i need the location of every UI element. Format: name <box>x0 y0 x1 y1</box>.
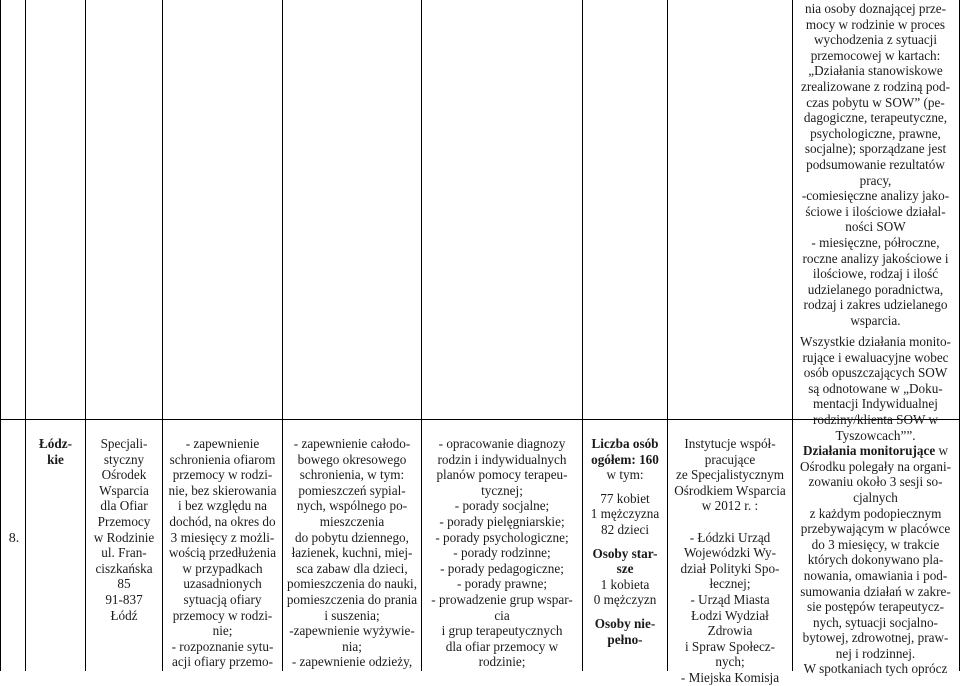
text-line: acji ofiary przemo- <box>171 654 274 670</box>
text-line: kie <box>47 451 64 467</box>
monitoring-cell <box>793 334 958 677</box>
text-line: pracujące <box>704 451 756 467</box>
text-line: Ośrodek <box>101 467 147 483</box>
row-number: 8. <box>8 531 20 546</box>
text-line: W spotkaniach tych oprócz <box>803 661 948 677</box>
text-line: sytuacją ofiary <box>183 591 262 607</box>
text-line: 77 kobiet <box>600 490 650 506</box>
text-line: przebywającym w placówce <box>800 521 951 537</box>
text-line: łecznej; <box>709 576 751 592</box>
text-line: Osoby nie- <box>594 615 656 631</box>
text-line: pomieszczeń sypial- <box>298 482 406 498</box>
text-line: rujące i ewaluacyjne wobec <box>802 349 949 365</box>
monitoring-heading <box>793 443 958 459</box>
text-line: pełno- <box>607 631 643 647</box>
text-line: do pobytu dziennego, <box>295 529 409 545</box>
text-line: Łódz- <box>39 436 72 451</box>
text-line: ogółem: 160 <box>591 451 659 467</box>
text-line: dochód, na okres do <box>169 513 276 529</box>
text-line: bowego okresowego <box>297 451 407 467</box>
text-line: Wszystkie działania monito- <box>800 334 951 349</box>
text-line: nia; <box>342 638 362 654</box>
text-line: nych, sytuacji socjalno- <box>813 614 938 630</box>
text-line: - porady psychologiczne; <box>435 529 569 545</box>
text-line: - porady prawne; <box>456 576 548 592</box>
text-line: sumowania działań w zakre- <box>800 583 951 599</box>
text-line: rodziny/klienta SOW w <box>812 411 939 427</box>
services-cell <box>422 436 582 670</box>
text-line: dla Ofiar <box>100 498 148 514</box>
text-line: rodzin i indywidualnych <box>437 451 567 467</box>
text-line: Ośrodku polegały na organi- <box>799 458 951 474</box>
text-line: są odnotowane w „Doku- <box>808 380 943 396</box>
text-line: Tyszowcach””. <box>835 427 916 443</box>
text-line: rodzinie; <box>478 654 526 670</box>
text-line: i Spraw Społecz- <box>684 638 776 654</box>
text-line: pomieszczenia do nauki, <box>287 576 417 592</box>
text-line: Zdrowia <box>707 623 753 639</box>
text-line: - rozpoznanie sytu- <box>171 638 274 654</box>
text-line: osób opuszczających SOW <box>803 365 948 381</box>
text-line: i suszenia; <box>324 607 380 623</box>
text-line: cia <box>494 607 510 623</box>
text-line: ze Specjalistycznym <box>675 467 785 483</box>
text-line: i bez względu na <box>178 498 267 514</box>
text-line: - Łódzki Urząd <box>689 529 771 545</box>
text-line: - zapewnienie <box>185 436 260 451</box>
text-line: wychodzenia z sytuacji <box>813 32 938 48</box>
text-line: Liczba osób <box>591 436 659 451</box>
text-line: w Rodzinie <box>93 529 155 545</box>
text-line: wością przedłużenia <box>168 545 277 561</box>
text-line <box>668 514 792 530</box>
text-line: w 2012 r. : <box>701 498 759 514</box>
text-line: 91-837 <box>105 591 143 607</box>
text-line: - porady socjalne; <box>454 498 550 514</box>
text-line: 1 kobieta <box>600 576 650 592</box>
text-line: ciszkańska <box>95 560 153 576</box>
text-line: Wojewódzki Wy- <box>683 545 777 561</box>
text-line: przemocy w rodzi- <box>172 467 273 483</box>
text-line: uzasadnionych <box>183 576 262 592</box>
text-line: zrealizowane z rodziną pod- <box>800 78 950 94</box>
text-line: dział Polityki Spo- <box>680 560 780 576</box>
text-line: - opracowanie diagnozy <box>438 436 566 451</box>
prev-row-monitoring-text <box>793 1 958 328</box>
spacer <box>583 538 667 546</box>
text-line: Ośrodkiem Wsparcia <box>674 482 786 498</box>
text-line: w przypadkach <box>182 560 263 576</box>
text-line: sca zabaw dla dzieci, <box>296 560 408 576</box>
text-line: i grup terapeutycznych <box>441 623 563 639</box>
text-line: - miesięczne, półroczne, <box>811 234 940 250</box>
text-line: -zapewnienie wyżywie- <box>289 623 415 639</box>
text-line: Przemocy <box>97 513 151 529</box>
text-line: mocy w rodzinie w proces <box>805 16 946 32</box>
text-line: socjalne); sporządzane jest <box>804 141 947 157</box>
spacer <box>583 483 667 491</box>
text-line: ilościowe, rodzaj i ilość <box>812 266 939 282</box>
text-line: planów pomocy terapeu- <box>436 467 568 483</box>
text-line: nia osoby doznającej prze- <box>805 1 946 16</box>
text-line: - porady pielęgniarskie; <box>439 513 565 529</box>
text-line: Łodzi Wydział <box>691 607 769 623</box>
text-line: Specjali- <box>100 436 148 451</box>
text-line: - porady rodzinne; <box>453 545 551 561</box>
text-line: schronienia, w tym: <box>299 467 405 483</box>
text-line: pracy, <box>859 172 892 188</box>
text-line: - prowadzenie grup wspar- <box>431 591 573 607</box>
text-line: schronienia ofiarom <box>169 451 276 467</box>
text-line: - Urząd Miasta <box>690 591 770 607</box>
text-line: nie, bez skierowania <box>168 482 277 498</box>
spacer <box>583 608 667 616</box>
text-line: których dokonywano pla- <box>807 552 944 568</box>
text-line: styczny <box>103 451 145 467</box>
text-line: tycznej; <box>481 482 523 498</box>
text-line: 85 <box>117 576 131 592</box>
text-line: - zapewnienie całodo- <box>293 436 411 451</box>
text-line: mieszczenia <box>319 513 385 529</box>
text-line: czas pobytu w SOW” (pe- <box>806 94 945 110</box>
monitoring-rest: w <box>935 443 949 459</box>
text-line: nowania, omawiania i pod- <box>803 567 948 583</box>
text-line: mentacji Indywidualnej <box>813 396 938 412</box>
text-line: 0 mężczyzn <box>593 592 657 608</box>
shelter-cell <box>283 436 421 670</box>
text-line: Wsparcia <box>99 482 149 498</box>
text-line: wsparcia. <box>850 312 901 328</box>
text-line: z każdym podopiecznym <box>809 505 942 521</box>
text-line: łazienek, kuchni, miej- <box>291 545 413 561</box>
text-line: pomieszczenia do prania <box>286 591 418 607</box>
text-line: dagogiczne, terapeutyczne, <box>803 110 948 126</box>
text-line: - porady pedagogiczne; <box>440 560 564 576</box>
text-line: udzielanego poradnictwa, <box>807 281 944 297</box>
text-line: do 3 miesięcy, w trakcie <box>811 536 940 552</box>
text-line: 3 miesięcy z możli- <box>170 529 275 545</box>
voivodeship-cell <box>26 436 85 467</box>
partners-cell <box>668 436 792 686</box>
text-line: zowaniu około 3 sesji so- <box>808 474 943 490</box>
text-line: „Działania stanowiskowe <box>808 63 943 79</box>
text-line: podsumowanie rezultatów <box>806 156 945 172</box>
text-line: nie; <box>212 623 233 639</box>
text-line: nej i rodzinnej. <box>835 645 916 661</box>
text-line: roczne analizy jakościowe i <box>802 250 949 266</box>
text-line: rodzaj i zakres udzielanego <box>803 297 948 313</box>
text-line: sie postępów terapeutycz- <box>807 599 944 615</box>
offer-cell <box>163 436 282 670</box>
monitoring-bold-label: Działania monitorujące <box>802 443 936 459</box>
text-line: Instytucje współ- <box>684 436 776 451</box>
text-line: nych, wspólnego po- <box>296 498 408 514</box>
count-cell <box>583 436 667 647</box>
text-line: bytowej, zdrowotnej, praw- <box>802 630 949 646</box>
text-line: Łódź <box>110 607 138 623</box>
text-line: 1 mężczyzna <box>590 506 660 522</box>
text-line: sze <box>616 561 634 577</box>
text-line: ul. Fran- <box>101 545 147 561</box>
text-line: przemocy w rodzi- <box>172 607 273 623</box>
organization-cell <box>86 436 162 623</box>
count-intro: w tym: <box>606 467 644 483</box>
text-line: ściowe i ilościowe działal- <box>805 203 946 219</box>
text-line: ności SOW <box>845 219 906 235</box>
text-line: przemocowej w kartach: <box>810 47 941 63</box>
text-line: Osoby star- <box>592 545 658 561</box>
text-line: -comiesięczne analizy jako- <box>801 188 950 204</box>
text-line: 82 dzieci <box>601 521 649 537</box>
text-line: - zapewnienie odzieży, <box>291 654 413 670</box>
text-line: - Miejska Komisja <box>680 669 780 685</box>
text-line: cjalnych <box>853 489 898 505</box>
text-line: psychologiczne, prawne, <box>810 125 941 141</box>
text-line: nych; <box>715 654 745 670</box>
text-line: dla ofiar przemocy w <box>445 638 559 654</box>
